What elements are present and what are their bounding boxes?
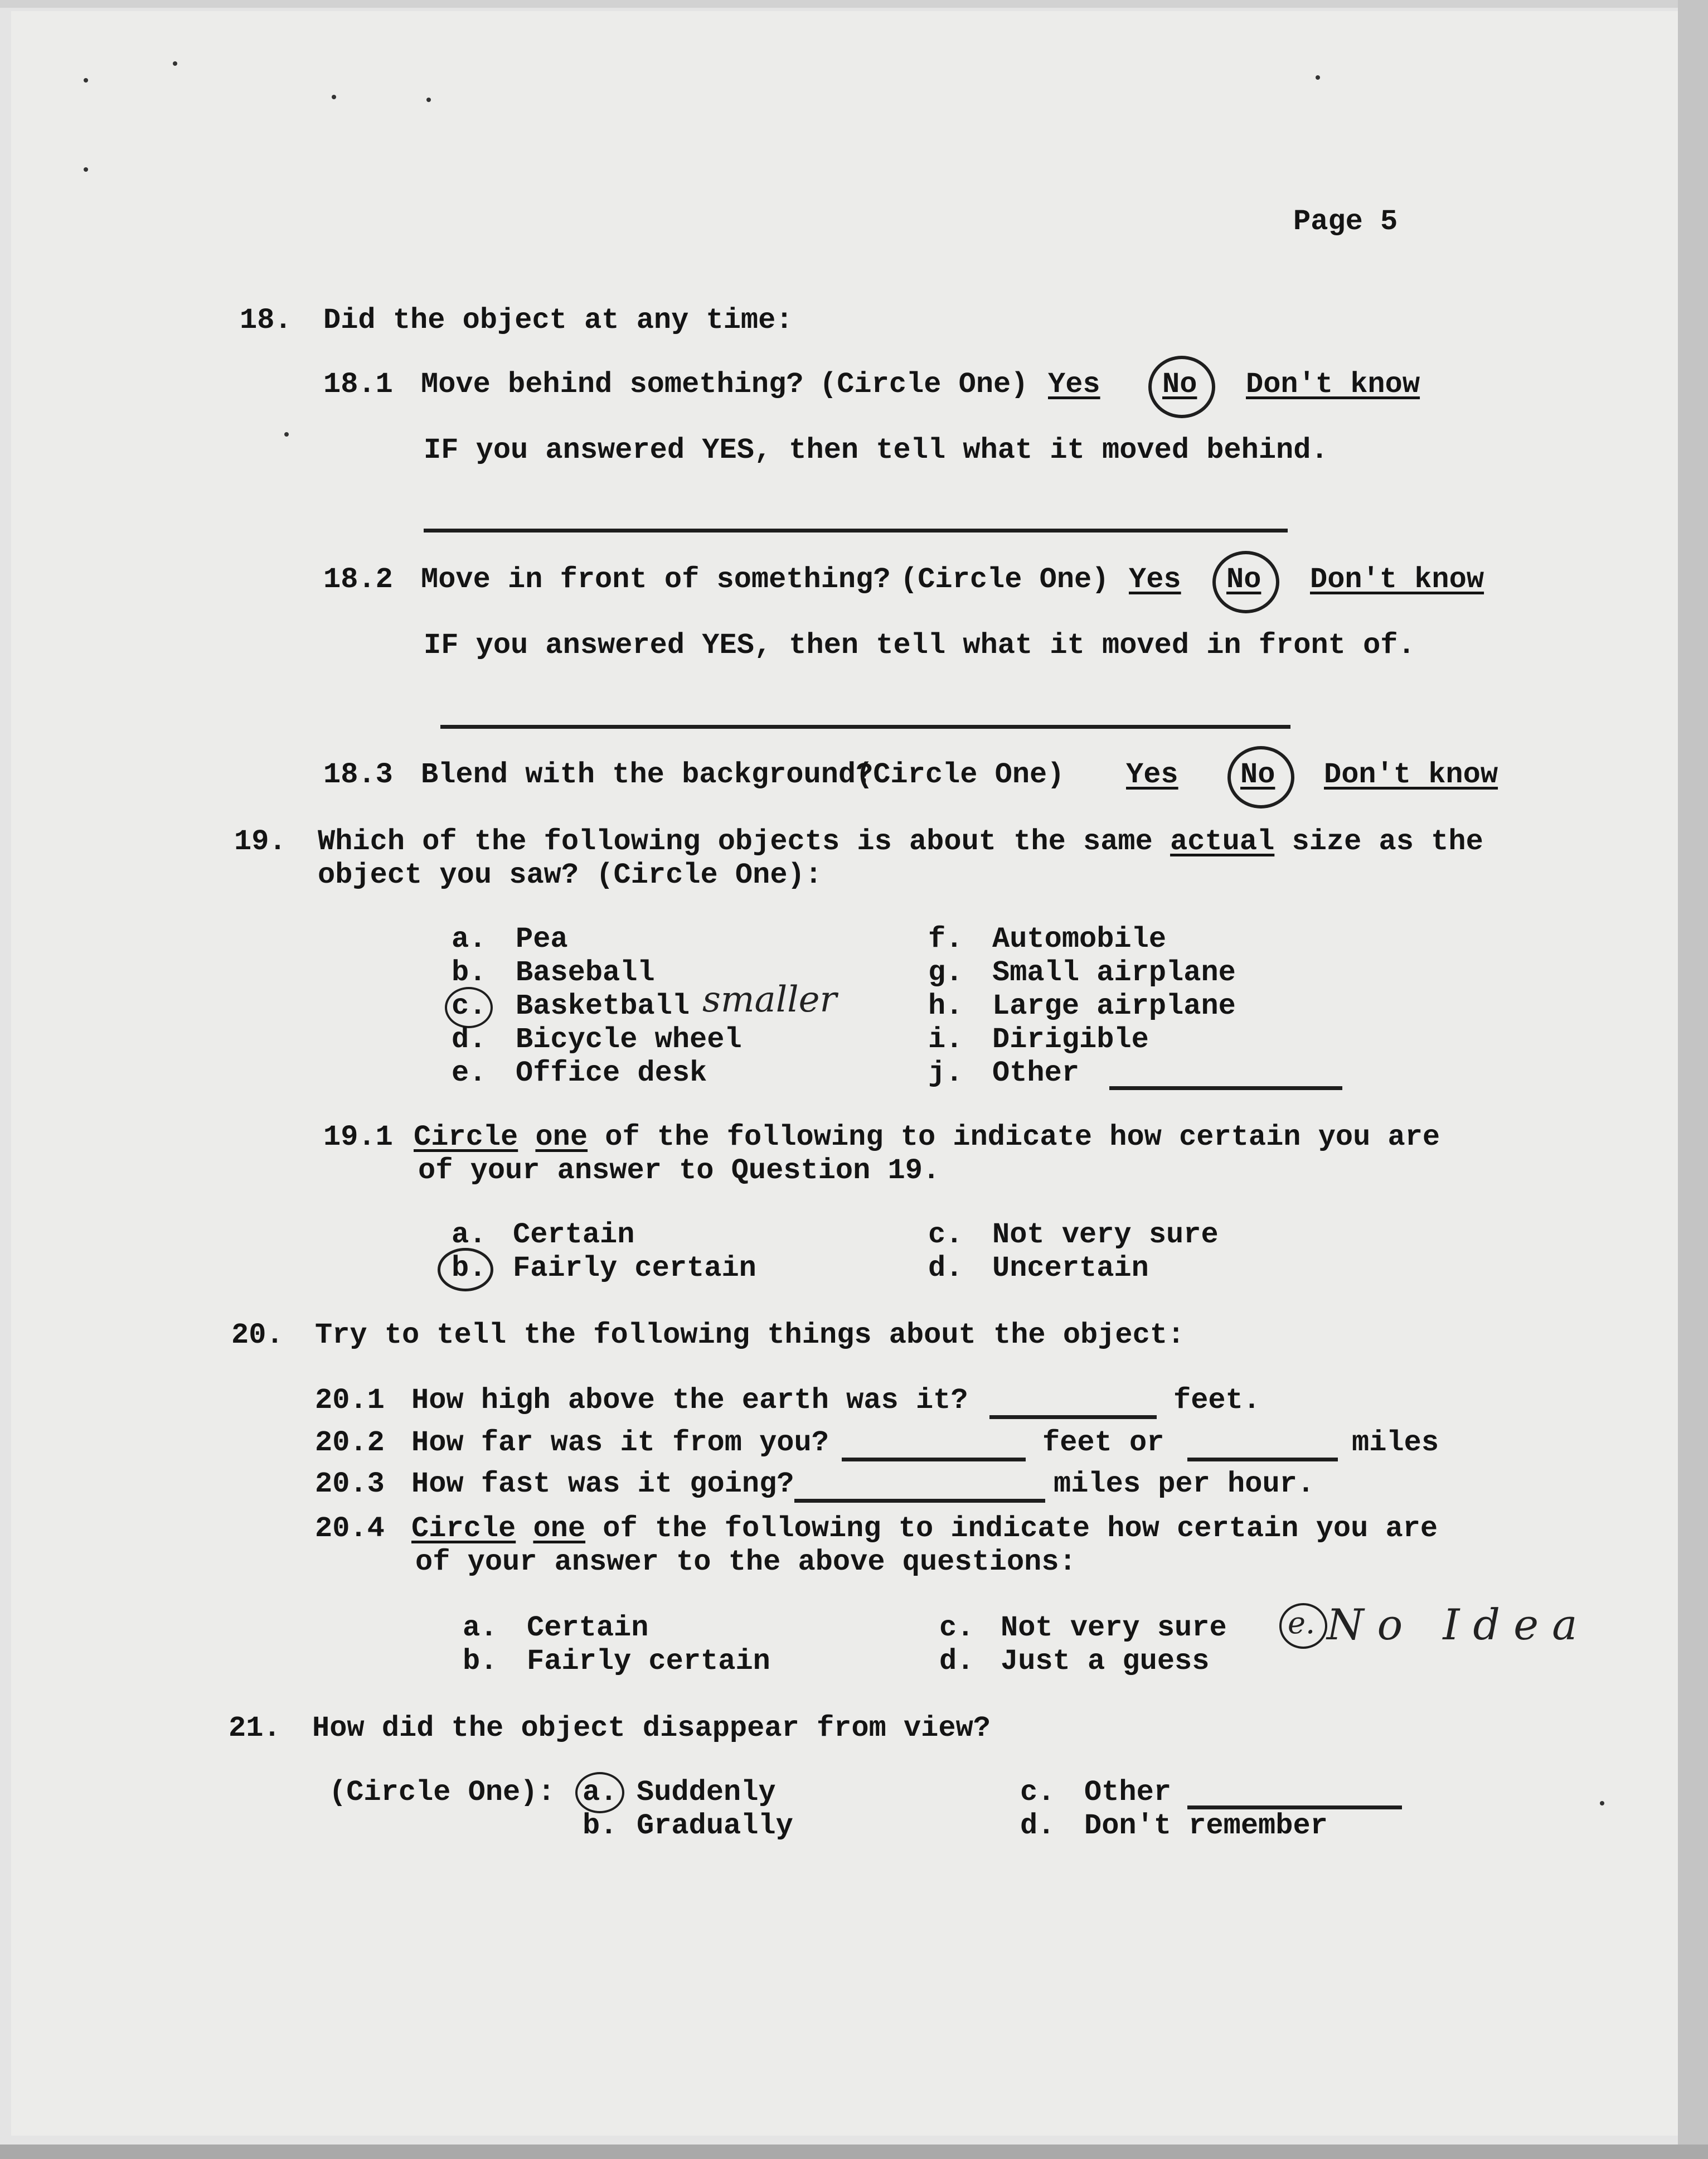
q20-1-unit: feet. [1173,1384,1261,1417]
q21-number: 21. [229,1712,281,1745]
q20-4-circle-word: Circle [411,1512,516,1545]
q21-option-c-letter[interactable]: c. [1020,1776,1055,1809]
q20-1-number: 20.1 [315,1384,385,1417]
q19-option-j-letter[interactable]: j. [928,1057,963,1090]
q19-other-line[interactable] [1109,1086,1342,1090]
scan-right-edge [1678,0,1708,2159]
q19-1-circle-word: Circle [414,1121,518,1154]
q19-option-a-label: Pea [516,923,568,956]
q18-3-circle-one: (Circle One) [856,758,1065,791]
q20-4-number: 20.4 [315,1512,385,1545]
q18-1-text: Move behind something? [421,368,804,401]
q18-1-number: 18.1 [323,368,393,401]
q19-1-answer-circle [438,1248,493,1291]
q20-2-feet-line[interactable] [842,1458,1026,1461]
q19-option-h-letter[interactable]: h. [928,990,963,1023]
q19-option-h-label: Large airplane [992,990,1236,1023]
q20-4-one-word: one [533,1512,586,1545]
q19-option-b-letter[interactable]: b. [452,956,487,989]
q19-1-option-d-letter[interactable]: d. [928,1252,963,1285]
q19-1-option-c-letter[interactable]: c. [928,1218,963,1251]
q18-2-answer-line[interactable] [440,725,1290,729]
scan-top-edge [0,0,1708,8]
q18-1-circle-one: (Circle One) [819,368,1028,401]
q21-option-d-letter[interactable]: d. [1020,1809,1055,1842]
q20-2-text: How far was it from you? [411,1426,829,1459]
page-number: Page 5 [1293,205,1398,238]
q19-line1-pre: Which of the following objects is about the same [318,825,1153,858]
q20-3-answer-line[interactable] [794,1499,1045,1503]
q19-handwritten-note: smaller [702,979,837,1020]
q18-number: 18. [240,304,292,337]
q20-2-number: 20.2 [315,1426,385,1459]
q19-line1 [318,825,1483,859]
scan-speck [332,95,336,99]
q19-option-c-label: Basketball [516,990,690,1023]
q19-option-i-letter[interactable]: i. [928,1023,963,1056]
q19-1-option-c-label: Not very sure [992,1218,1219,1251]
q20-number: 20. [231,1319,284,1352]
q19-option-e-letter[interactable]: e. [452,1057,487,1090]
q20-4-option-d-label: Just a guess [1001,1645,1210,1678]
q20-4-option-a-letter[interactable]: a. [463,1611,498,1644]
q20-3-text: How fast was it going? [411,1468,794,1500]
q18-3-number: 18.3 [323,758,393,791]
scan-speck [284,432,289,437]
q21-option-a-letter[interactable]: a. [583,1776,618,1809]
q19-1-option-a-letter[interactable]: a. [452,1218,487,1251]
q20-4-line2: of your answer to the above questions: [415,1546,1076,1579]
scan-speck [173,61,177,66]
q19-number: 19. [234,825,287,858]
document-page [11,11,1678,2136]
scan-bottom-edge [0,2145,1708,2159]
q19-option-b-label: Baseball [516,956,655,989]
q19-line2: object you saw? (Circle One): [318,859,822,892]
q21-option-d-label: Don't remember [1084,1809,1328,1842]
q19-option-g-label: Small airplane [992,956,1236,989]
q18-2-number: 18.2 [323,563,393,596]
q18-2-if-text: IF you answered YES, then tell what it moved in front of. [424,629,1415,662]
q19-option-i-label: Dirigible [992,1023,1149,1056]
q20-4-option-c-letter[interactable]: c. [939,1611,974,1644]
q21-text: How did the object disappear from view? [312,1712,991,1745]
q18-1-yes[interactable]: Yes [1048,368,1100,401]
q19-option-d-letter[interactable]: d. [452,1023,487,1056]
q19-1-option-d-label: Uncertain [992,1252,1149,1285]
scan-speck [1316,75,1320,80]
q21-option-c-label: Other [1084,1776,1172,1809]
q20-1-answer-line[interactable] [989,1415,1157,1419]
q19-option-j-label: Other [992,1057,1080,1090]
q19-1-option-a-label: Certain [513,1218,635,1251]
q20-2-unit-miles: miles [1352,1426,1439,1459]
q19-1-line2: of your answer to Question 19. [418,1154,940,1187]
q18-3-yes[interactable]: Yes [1126,758,1178,791]
q20-4-handwritten-letter: e. [1288,1605,1316,1640]
q20-4-option-b-label: Fairly certain [527,1645,770,1678]
q18-1-if-text: IF you answered YES, then tell what it moved behind. [424,434,1328,467]
q20-4-option-d-letter[interactable]: d. [939,1645,974,1678]
q19-answer-circle [445,987,493,1028]
scan-speck [426,98,431,102]
q19-1-option-b-letter[interactable]: b. [452,1252,487,1285]
q21-circle-one: (Circle One): [329,1776,555,1809]
q19-actual-emphasis: actual [1170,825,1275,858]
q20-4-option-b-letter[interactable]: b. [463,1645,498,1678]
q18-2-yes[interactable]: Yes [1129,563,1181,596]
scan-speck [84,78,88,83]
q18-3-answer-circle [1227,746,1294,809]
scan-speck [84,167,88,172]
q20-4-option-a-label: Certain [527,1611,649,1644]
q19-option-f-label: Automobile [992,923,1167,956]
q18-1-no[interactable]: No [1162,368,1197,401]
q19-1-line1 [414,1121,1440,1154]
q19-option-f-letter[interactable]: f. [928,923,963,956]
q19-option-e-label: Office desk [516,1057,707,1090]
q18-2-answer-circle [1212,551,1279,613]
q21-other-line[interactable] [1187,1805,1402,1809]
q18-2-no[interactable]: No [1226,563,1261,596]
q20-2-unit-feet: feet or [1042,1426,1164,1459]
q18-2-circle-one: (Circle One) [900,563,1109,596]
q19-option-g-letter[interactable]: g. [928,956,963,989]
q18-3-text: Blend with the background? [421,758,874,791]
q20-3-number: 20.3 [315,1468,385,1500]
q19-1-line1-rest: of the following to indicate how certain you are [605,1121,1440,1154]
q18-3-no[interactable]: No [1240,758,1275,791]
q19-1-option-b-label: Fairly certain [513,1252,756,1285]
q19-1-one-word: one [535,1121,588,1154]
q19-line1-post: size as the [1292,825,1483,858]
q19-option-c-letter[interactable]: c. [452,990,487,1023]
q18-1-dont-know[interactable]: Don't know [1246,368,1420,401]
q21-answer-circle [575,1772,624,1813]
q21-option-b-label: Gradually [637,1809,793,1842]
q18-2-dont-know[interactable]: Don't know [1310,563,1484,596]
q21-option-b-letter[interactable]: b. [583,1809,618,1842]
q18-1-answer-line[interactable] [424,529,1288,533]
q20-2-miles-line[interactable] [1187,1458,1338,1461]
q19-1-number: 19.1 [323,1121,393,1154]
q18-1-answer-circle [1148,356,1215,418]
q21-option-a-label: Suddenly [637,1776,776,1809]
q18-text: Did the object at any time: [323,304,793,337]
q20-4-line1-rest: of the following to indicate how certain you are [603,1512,1438,1545]
q18-2-text: Move in front of something? [421,563,891,596]
q18-3-dont-know[interactable]: Don't know [1324,758,1498,791]
q19-option-a-letter[interactable]: a. [452,923,487,956]
q20-3-unit: miles per hour. [1054,1468,1315,1500]
scan-speck [1600,1801,1604,1805]
q20-text: Try to tell the following things about the object: [315,1319,1185,1352]
q20-4-line1 [411,1512,1438,1546]
q19-option-d-label: Bicycle wheel [516,1023,742,1056]
q20-4-handwritten-note: No Idea [1327,1600,1591,1649]
q20-4-option-c-label: Not very sure [1001,1611,1227,1644]
q20-1-text: How high above the earth was it? [411,1384,968,1417]
